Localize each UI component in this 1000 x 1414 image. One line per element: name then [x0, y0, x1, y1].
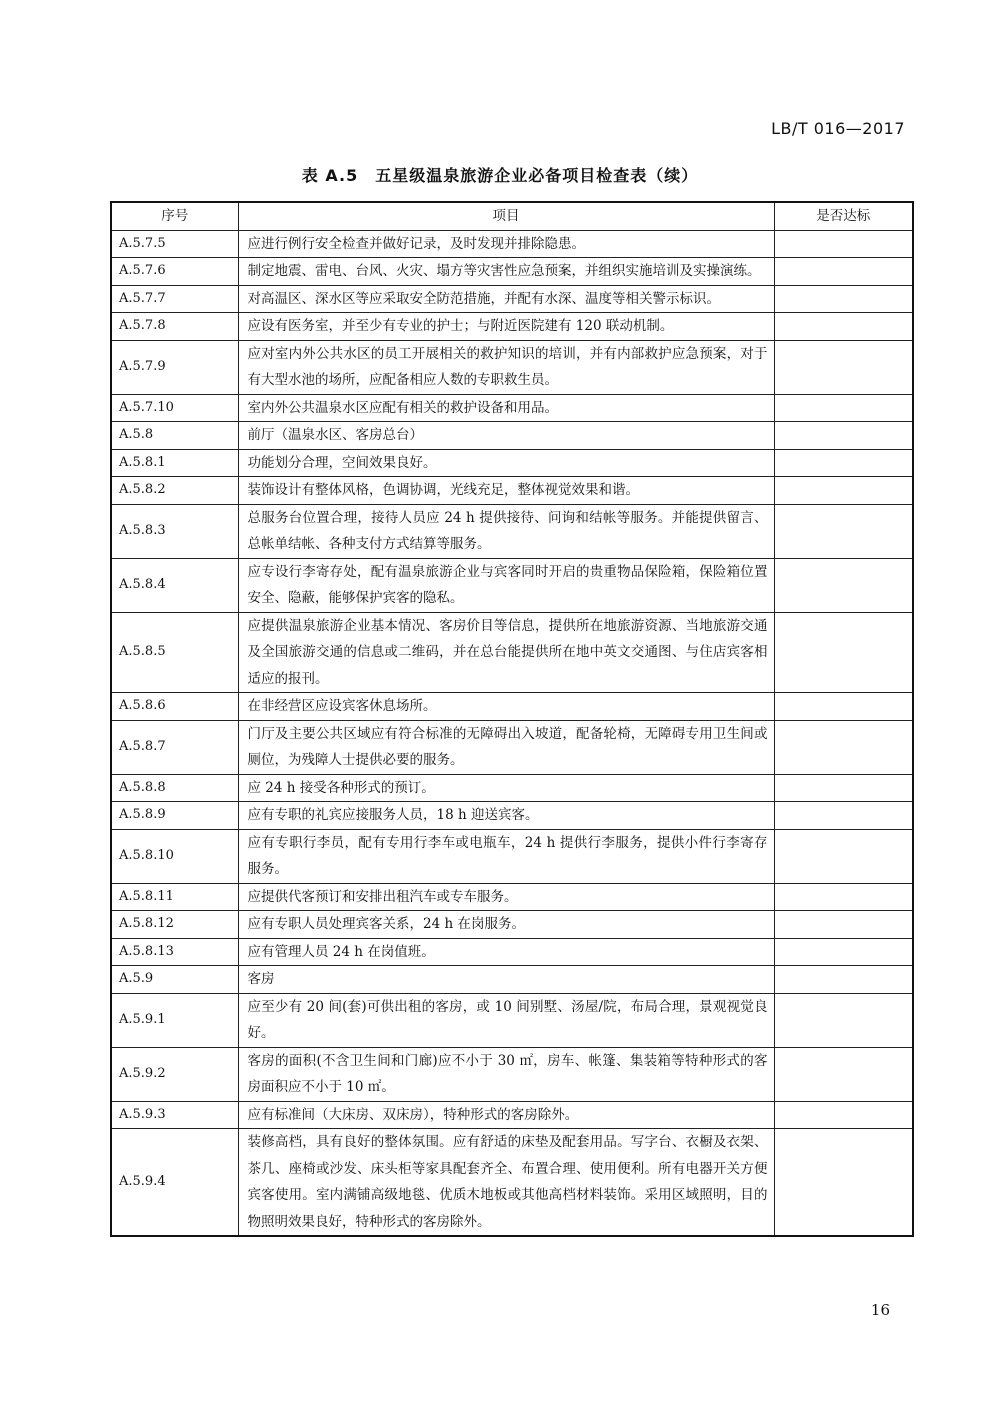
row-compliance-cell — [774, 394, 913, 422]
row-number: A.5.7.5 — [111, 230, 238, 258]
row-number: A.5.8.9 — [111, 802, 238, 830]
table-row — [111, 1101, 913, 1129]
table-row — [111, 911, 913, 939]
row-number: A.5.9.1 — [111, 993, 238, 1047]
row-item-text: 应有专职行李员，配有专用行李车或电瓶车，24 h 提供行李服务，提供小件行李寄存服务。 — [238, 829, 774, 883]
row-item-text: 应有专职的礼宾应接服务人员，18 h 迎送宾客。 — [238, 802, 774, 830]
row-compliance-cell — [774, 966, 913, 994]
table-header-row — [111, 202, 913, 230]
row-compliance-cell — [774, 340, 913, 394]
row-number: A.5.8.4 — [111, 558, 238, 612]
row-compliance-cell — [774, 1047, 913, 1101]
table-row — [111, 258, 913, 286]
row-compliance-cell — [774, 911, 913, 939]
row-number: A.5.9 — [111, 966, 238, 994]
row-number: A.5.8 — [111, 422, 238, 450]
row-compliance-cell — [774, 558, 913, 612]
row-compliance-cell — [774, 938, 913, 966]
row-compliance-cell — [774, 1101, 913, 1129]
row-compliance-cell — [774, 774, 913, 802]
row-number: A.5.7.6 — [111, 258, 238, 286]
row-compliance-cell — [774, 993, 913, 1047]
row-compliance-cell — [774, 883, 913, 911]
page-number: 16 — [870, 1301, 890, 1319]
row-item-text: 装修高档，具有良好的整体氛围。应有舒适的床垫及配套用品。写字台、衣橱及衣架、茶几、座椅或沙发、床头柜等家具配套齐全、布置合理、使用便利。所有电器开关方便宾客使用。室内满铺高级地毯、优质木地板或其他高档材料装饰。采用区域照明，目的物照明效果良好，特种形式的客房除外。 — [238, 1129, 774, 1237]
row-number: A.5.8.2 — [111, 477, 238, 505]
row-number: A.5.8.11 — [111, 883, 238, 911]
column-header-number: 序号 — [111, 202, 238, 230]
row-item-text: 应提供温泉旅游企业基本情况、客房价目等信息，提供所在地旅游资源、当地旅游交通及全国旅游交通的信息或二维码，并在总台能提供所在地中英文交通图、与住店宾客相适应的报刊。 — [238, 612, 774, 693]
row-compliance-cell — [774, 449, 913, 477]
row-item-text: 室内外公共温泉水区应配有相关的救护设备和用品。 — [238, 394, 774, 422]
row-item-text: 在非经营区应设宾客休息场所。 — [238, 693, 774, 721]
row-number: A.5.8.5 — [111, 612, 238, 693]
table-row — [111, 993, 913, 1047]
row-item-text: 功能划分合理，空间效果良好。 — [238, 449, 774, 477]
table-row — [111, 966, 913, 994]
row-item-text: 制定地震、雷电、台风、火灾、塌方等灾害性应急预案，并组织实施培训及实操演练。 — [238, 258, 774, 286]
row-compliance-cell — [774, 285, 913, 313]
row-item-text: 应专设行李寄存处，配有温泉旅游企业与宾客同时开启的贵重物品保险箱，保险箱位置安全、隐蔽，能够保护宾客的隐私。 — [238, 558, 774, 612]
row-number: A.5.8.6 — [111, 693, 238, 721]
row-compliance-cell — [774, 829, 913, 883]
table-row — [111, 612, 913, 693]
row-number: A.5.7.7 — [111, 285, 238, 313]
row-compliance-cell — [774, 802, 913, 830]
table-row — [111, 829, 913, 883]
table-row — [111, 693, 913, 721]
row-number: A.5.7.10 — [111, 394, 238, 422]
row-item-text: 前厅（温泉水区、客房总台） — [238, 422, 774, 450]
table-row — [111, 340, 913, 394]
table-row — [111, 504, 913, 558]
row-item-text: 应有专职人员处理宾客关系，24 h 在岗服务。 — [238, 911, 774, 939]
table-row — [111, 1129, 913, 1237]
row-compliance-cell — [774, 693, 913, 721]
row-number: A.5.9.3 — [111, 1101, 238, 1129]
column-header-compliance: 是否达标 — [774, 202, 913, 230]
row-compliance-cell — [774, 720, 913, 774]
row-item-text: 对高温区、深水区等应采取安全防范措施，并配有水深、温度等相关警示标识。 — [238, 285, 774, 313]
row-item-text: 应至少有 20 间(套)可供出租的客房，或 10 间别墅、汤屋/院，布局合理，景观视觉良好。 — [238, 993, 774, 1047]
table-row — [111, 774, 913, 802]
row-number: A.5.7.9 — [111, 340, 238, 394]
table-row — [111, 477, 913, 505]
row-item-text: 门厅及主要公共区域应有符合标准的无障碍出入坡道，配备轮椅，无障碍专用卫生间或厕位，为残障人士提供必要的服务。 — [238, 720, 774, 774]
row-item-text: 装饰设计有整体风格，色调协调，光线充足，整体视觉效果和谐。 — [238, 477, 774, 505]
checklist-table — [110, 201, 914, 1237]
row-item-text: 应设有医务室，并至少有专业的护士；与附近医院建有 120 联动机制。 — [238, 313, 774, 341]
table-row — [111, 558, 913, 612]
table-title: 表 A.5 五星级温泉旅游企业必备项目检查表（续） — [301, 166, 699, 185]
row-number: A.5.7.8 — [111, 313, 238, 341]
row-number: A.5.9.2 — [111, 1047, 238, 1101]
row-compliance-cell — [774, 313, 913, 341]
table-row — [111, 802, 913, 830]
row-number: A.5.9.4 — [111, 1129, 238, 1237]
row-item-text: 应有管理人员 24 h 在岗值班。 — [238, 938, 774, 966]
table-row — [111, 422, 913, 450]
row-compliance-cell — [774, 258, 913, 286]
row-number: A.5.8.3 — [111, 504, 238, 558]
row-number: A.5.8.7 — [111, 720, 238, 774]
row-item-text: 应有标准间（大床房、双床房），特种形式的客房除外。 — [238, 1101, 774, 1129]
row-number: A.5.8.8 — [111, 774, 238, 802]
row-item-text: 应 24 h 接受各种形式的预订。 — [238, 774, 774, 802]
row-item-text: 客房 — [238, 966, 774, 994]
row-item-text: 应进行例行安全检查并做好记录，及时发现并排除隐患。 — [238, 230, 774, 258]
row-number: A.5.8.10 — [111, 829, 238, 883]
table-row — [111, 230, 913, 258]
table-row — [111, 285, 913, 313]
row-number: A.5.8.12 — [111, 911, 238, 939]
row-compliance-cell — [774, 422, 913, 450]
row-number: A.5.8.13 — [111, 938, 238, 966]
row-item-text: 总服务台位置合理，接待人员应 24 h 提供接待、问询和结帐等服务。并能提供留言、总帐单结帐、各种支付方式结算等服务。 — [238, 504, 774, 558]
row-item-text: 客房的面积(不含卫生间和门廊)应不小于 30 ㎡，房车、帐篷、集装箱等特种形式的客房面积应不小于 10 ㎡。 — [238, 1047, 774, 1101]
row-compliance-cell — [774, 230, 913, 258]
row-number: A.5.8.1 — [111, 449, 238, 477]
row-compliance-cell — [774, 504, 913, 558]
table-body — [111, 230, 913, 1236]
row-compliance-cell — [774, 612, 913, 693]
column-header-item: 项目 — [238, 202, 774, 230]
row-compliance-cell — [774, 1129, 913, 1237]
table-row — [111, 1047, 913, 1101]
row-compliance-cell — [774, 477, 913, 505]
table-row — [111, 394, 913, 422]
table-row — [111, 720, 913, 774]
table-row — [111, 883, 913, 911]
table-row — [111, 313, 913, 341]
row-item-text: 应对室内外公共水区的员工开展相关的救护知识的培训，并有内部救护应急预案，对于有大型水池的场所，应配备相应人数的专职救生员。 — [238, 340, 774, 394]
document-code: LB/T 016—2017 — [771, 119, 905, 138]
table-row — [111, 938, 913, 966]
table-row — [111, 449, 913, 477]
row-item-text: 应提供代客预订和安排出租汽车或专车服务。 — [238, 883, 774, 911]
